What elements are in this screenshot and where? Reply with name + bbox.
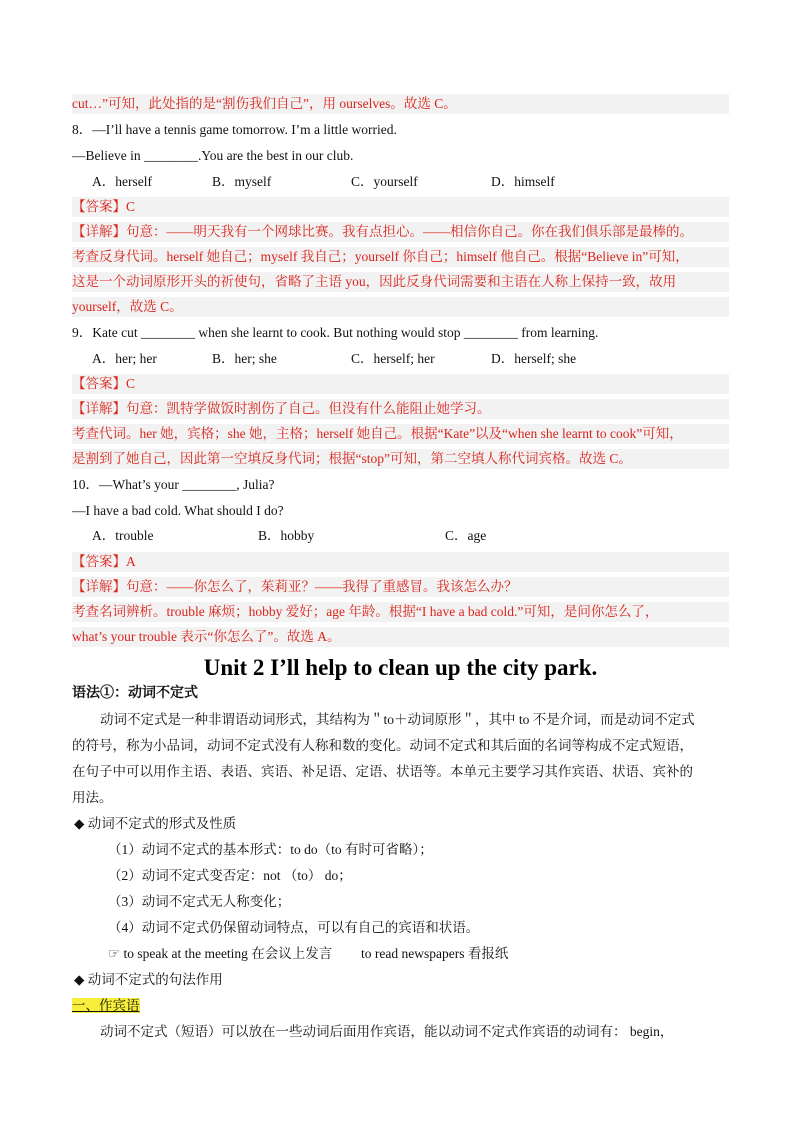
q9-option-b: B．her; she [212, 351, 277, 366]
q8-detail-line: yourself，故选 C。 [72, 297, 729, 317]
q10-option-c: C．age [445, 528, 487, 543]
subheading-object-label: 一、作宾语 [72, 998, 140, 1013]
q9-stem: 9．Kate cut ________ when she learnt to cook. But nothing would stop ________ from learning. [72, 325, 599, 340]
intro-line: 在句子中可以用作主语、表语、宾语、补足语、定语、状语等。本单元主要学习其作宾语、状语、宾补的 [72, 764, 693, 779]
q10-stem-line1: 10．—What’s your ________, Julia? [72, 477, 275, 492]
q7-explanation-tail: cut…”可知，此处指的是“割伤我们自己”，用 ourselves。故选 C。 [72, 94, 729, 114]
q8-stem-line2: —Believe in ________.You are the best in our club. [72, 148, 354, 163]
q9-detail-line: 是割到了她自己，因此第一空填反身代词；根据“stop”可知，第二空填人称代词宾格。故选 C。 [72, 449, 729, 469]
example-phrase-1: ☞ to speak at the meeting 在会议上发言 [108, 946, 333, 961]
q8-detail-line: 【详解】句意：——明天我有一个网球比赛。我有点担心。——相信你自己。你在我们俱乐部是最棒的。 [72, 222, 729, 242]
subheading-object [72, 996, 140, 1016]
form-item: （2）动词不定式变否定：not （to） do； [108, 868, 352, 883]
q10-detail-line: what’s your trouble 表示“你怎么了”。故选 A。 [72, 627, 729, 647]
intro-line: 用法。 [72, 790, 113, 805]
q10-detail-line: 【详解】句意：——你怎么了，茱莉亚？——我得了重感冒。我该怎么办？ [72, 577, 729, 597]
q10-stem-line2: —I have a bad cold. What should I do? [72, 503, 284, 518]
q10-option-a: A．trouble [92, 528, 154, 543]
q8-detail-line: 考查反身代词。herself 她自己；myself 我自己；yourself 你自己；himself 他自己。根据“Believe in”可知， [72, 247, 729, 267]
form-item: （1）动词不定式的基本形式：to do（to 有时可省略）； [108, 842, 433, 857]
form-item: （4）动词不定式仍保留动词特点，可以有自己的宾语和状语。 [108, 920, 480, 935]
q9-answer: 【答案】C [72, 374, 729, 394]
example-phrase-2: to read newspapers 看报纸 [361, 946, 509, 961]
q8-option-c: C．yourself [351, 174, 418, 189]
intro-line: 的符号，称为小品词，动词不定式没有人称和数的变化。动词不定式和其后面的名词等构成不定式短语， [72, 738, 693, 753]
q9-option-a: A．her; her [92, 351, 157, 366]
q8-option-d: D．himself [491, 174, 555, 189]
q9-detail-line: 考查代词。her 她，宾格；she 她，主格；herself 她自己。根据“Kate”以及“when she learnt to cook”可知， [72, 424, 729, 444]
q9-option-d: D．herself; she [491, 351, 577, 366]
q9-detail-line: 【详解】句意：凯特学做饭时割伤了自己。但没有什么能阻止她学习。 [72, 399, 729, 419]
section-heading-forms: ◆ 动词不定式的形式及性质 [74, 816, 237, 831]
q8-detail-line: 这是一个动词原形开头的祈使句，省略了主语 you，因此反身代词需要和主语在人称上保持一致，故用 [72, 272, 729, 292]
q8-option-b: B．myself [212, 174, 272, 189]
q9-option-c: C．herself; her [351, 351, 435, 366]
q8-option-a: A．herself [92, 174, 152, 189]
grammar-heading: 语法①：动词不定式 [72, 686, 198, 701]
q8-stem-line1: 8．—I’ll have a tennis game tomorrow. I’m a little worried. [72, 122, 397, 137]
q10-answer: 【答案】A [72, 552, 729, 572]
form-item: （3）动词不定式无人称变化； [108, 894, 291, 909]
object-explanation: 动词不定式（短语）可以放在一些动词后面用作宾语，能以动词不定式作宾语的动词有： begin， [100, 1024, 674, 1039]
section-heading-functions: ◆ 动词不定式的句法作用 [74, 972, 223, 987]
unit-title: Unit 2 I’ll help to clean up the city park. [203, 655, 598, 680]
q10-detail-line: 考查名词辨析。trouble 麻烦；hobby 爱好；age 年龄。根据“I have a bad cold.”可知，是问你怎么了， [72, 602, 729, 622]
q10-option-b: B．hobby [258, 528, 315, 543]
q8-answer: 【答案】C [72, 197, 729, 217]
intro-line: 动词不定式是一种非谓语动词形式，其结构为＂to＋动词原形＂，其中 to 不是介词，而是动词不定式 [100, 712, 695, 727]
